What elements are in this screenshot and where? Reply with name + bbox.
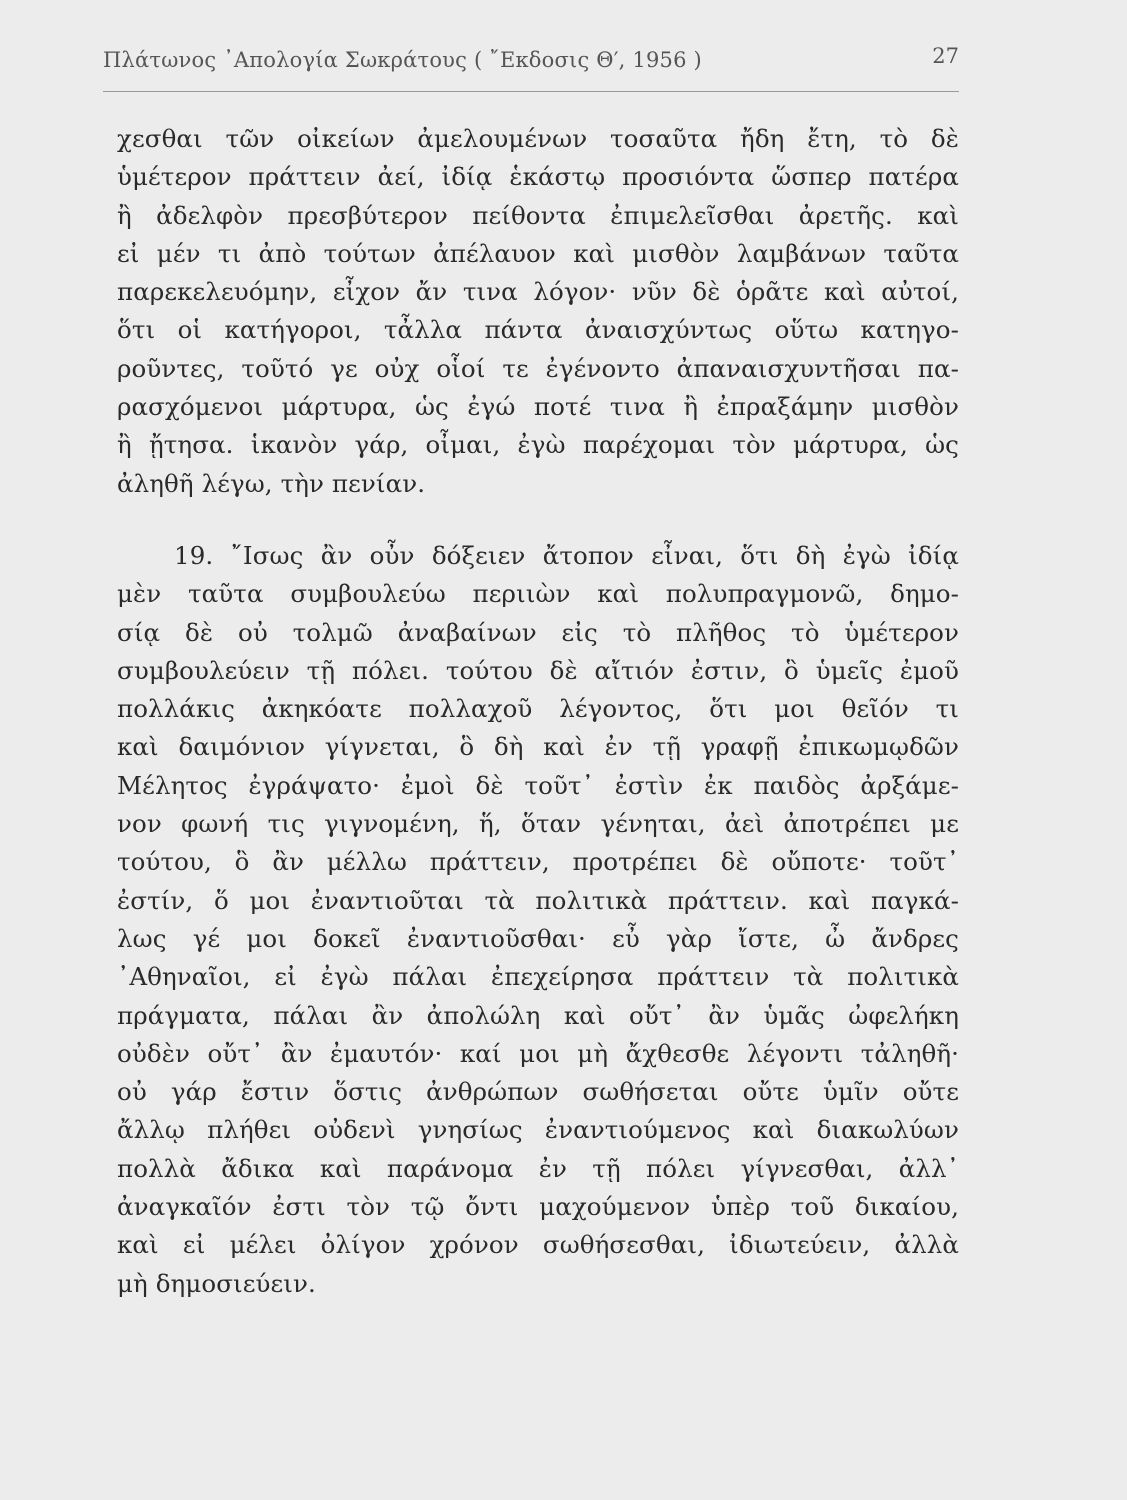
text-line: ἀληθῆ λέγω, τὴν πενίαν.: [117, 468, 426, 498]
text-line: τούτου, ὃ ἂν μέλλω πράττειν, προτρέπει δὲ οὔποτε· τοῦτ᾽: [117, 847, 959, 877]
text-line-content: ῎Ισως ἂν οὖν δόξειεν ἄτοπον εἶναι, ὅτι δὴ ἐγὼ ἰδίᾳ: [230, 540, 959, 570]
text-line: σίᾳ δὲ οὐ τολμῶ ἀναβαίνων εἰς τὸ πλῆθος τὸ ὑμέτερον: [117, 617, 959, 647]
text-line: ἄλλῳ πλήθει οὐδενὶ γνησίως ἐναντιούμενος καὶ διακωλύων: [117, 1115, 959, 1145]
text-line: ἀναγκαῖόν ἐστι τὸν τῷ ὄντι μαχούμενον ὑπὲρ τοῦ δικαίου,: [117, 1192, 959, 1222]
text-line: ἢ ἀδελφὸν πρεσβύτερον πείθοντα ἐπιμελεῖσθαι ἀρετῆς. καὶ: [117, 200, 959, 230]
text-line: οὐδὲν οὔτ᾽ ἂν ἐμαυτόν· καί μοι μὴ ἄχθεσθε λέγοντι τἀληθῆ·: [117, 1038, 959, 1068]
text-line: καὶ εἰ μέλει ὀλίγον χρόνον σωθήσεσθαι, ἰδιωτεύειν, ἀλλὰ: [117, 1230, 959, 1260]
text-line: ρασχόμενοι μάρτυρα, ὡς ἐγώ ποτέ τινα ἢ ἐπραξάμην μισθὸν: [117, 392, 959, 422]
text-line: εἰ μέν τι ἀπὸ τούτων ἀπέλαυον καὶ μισθὸν λαμβάνων ταῦτα: [117, 238, 959, 268]
text-line: νον φωνή τις γιγνομένη, ἥ, ὅταν γένηται, ἀεὶ ἀποτρέπει με: [117, 809, 959, 839]
text-line: παρεκελευόμην, εἶχον ἄν τινα λόγον· νῦν δὲ ὁρᾶτε καὶ αὐτοί,: [117, 277, 959, 307]
page-number: 27: [932, 44, 959, 68]
text-line: οὐ γάρ ἔστιν ὅστις ἀνθρώπων σωθήσεται οὔτε ὑμῖν οὔτε: [117, 1077, 959, 1107]
text-line: ὑμέτερον πράττειν ἀεί, ἰδίᾳ ἑκάστῳ προσιόντα ὥσπερ πατέρα: [117, 162, 959, 192]
paragraph: [117, 120, 959, 503]
text-line: [117, 537, 959, 575]
text-line: Μέλητος ἐγράψατο· ἐμοὶ δὲ τοῦτ᾽ ἐστὶν ἐκ παιδὸς ἀρξάμε-: [117, 770, 959, 800]
text-line: ἢ ᾔτησα. ἱκανὸν γάρ, οἶμαι, ἐγὼ παρέχομαι τὸν μάρτυρα, ὡς: [117, 430, 959, 460]
running-header: [103, 40, 959, 80]
text-line: ροῦντες, τοῦτό γε οὐχ οἷοί τε ἐγένοντο ἀπαναισχυντῆσαι πα-: [117, 353, 959, 383]
text-line: λως γέ μοι δοκεῖ ἐναντιοῦσθαι· εὖ γὰρ ἴστε, ὦ ἄνδρες: [117, 923, 959, 953]
text-line: ᾿Αθηναῖοι, εἰ ἐγὼ πάλαι ἐπεχείρησα πράττειν τὰ πολιτικὰ: [117, 962, 959, 992]
text-line: χεσθαι τῶν οἰκείων ἀμελουμένων τοσαῦτα ἤδη ἔτη, τὸ δὲ: [117, 124, 959, 153]
header-rule: [103, 91, 959, 92]
text-line: συμβουλεύειν τῇ πόλει. τούτου δὲ αἴτιόν ἐστιν, ὃ ὑμεῖς ἐμοῦ: [117, 655, 959, 685]
text-line: ἐστίν, ὅ μοι ἐναντιοῦται τὰ πολιτικὰ πράττειν. καὶ παγκά-: [117, 885, 959, 915]
text-line: καὶ δαιμόνιον γίγνεται, ὃ δὴ καὶ ἐν τῇ γραφῇ ἐπικωμῳδῶν: [117, 732, 959, 762]
text-line: πολλάκις ἀκηκόατε πολλαχοῦ λέγοντος, ὅτι μοι θεῖόν τι: [117, 694, 959, 724]
section-number: 19.: [174, 540, 214, 570]
text-line: πολλὰ ἄδικα καὶ παράνομα ἐν τῇ πόλει γίγνεσθαι, ἀλλ᾽: [117, 1153, 959, 1183]
body-text: [117, 120, 959, 1303]
text-line: ὅτι οἱ κατήγοροι, τἆλλα πάντα ἀναισχύντως οὕτω κατηγο-: [117, 315, 959, 345]
text-line: πράγματα, πάλαι ἂν ἀπολώλη καὶ οὔτ᾽ ἂν ὑμᾶς ὠφελήκη: [117, 1000, 959, 1030]
text-line: μὴ δημοσιεύειν.: [117, 1268, 316, 1298]
running-title: Πλάτωνος ᾿Απολογία Σωκράτους ( ῎Εκδοσις Θ′, 1956 ): [103, 48, 702, 72]
paragraph: [117, 537, 959, 1303]
text-line: μὲν ταῦτα συμβουλεύω περιιὼν καὶ πολυπραγμονῶ, δημο-: [117, 579, 959, 609]
